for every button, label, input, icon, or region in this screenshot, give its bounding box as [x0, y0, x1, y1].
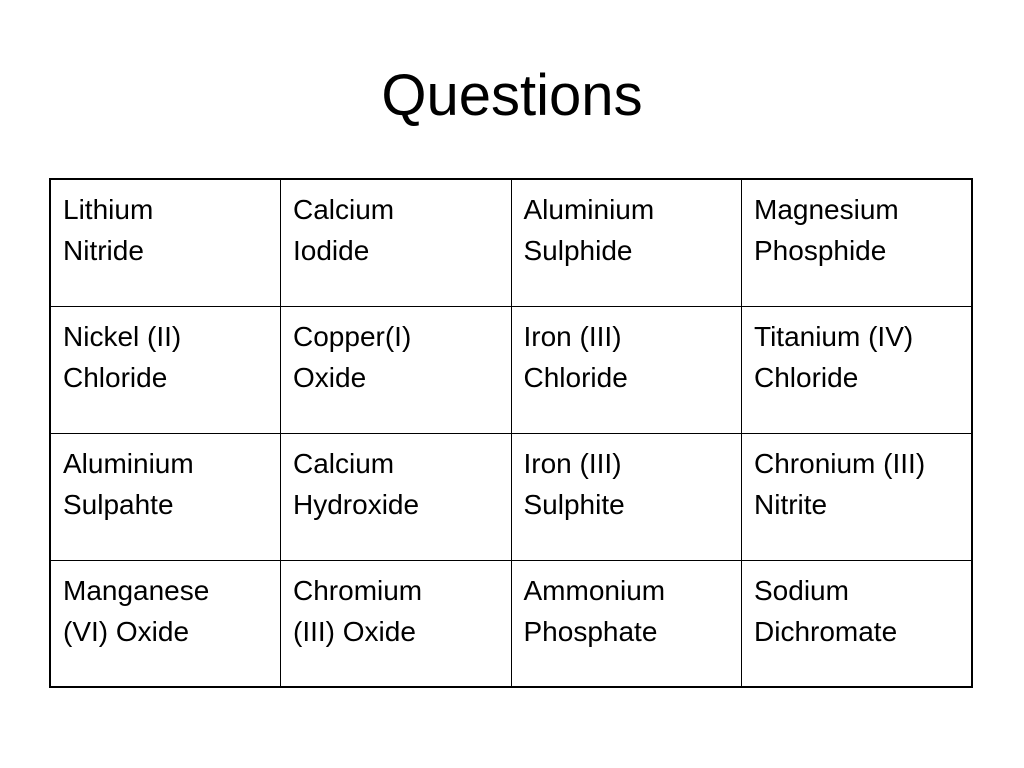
cell-line-1: Sodium [754, 574, 849, 606]
cell-line-2: Sulphide [523, 235, 633, 266]
cell-line-2: Nitrite [754, 488, 828, 520]
table-cell [742, 560, 973, 687]
table-row [50, 433, 972, 560]
cell-line-2: Chloride [63, 361, 168, 393]
table-row [50, 560, 972, 687]
cell-line-1: Magnesium [754, 194, 899, 225]
cell-line-1: Iron (III) [523, 320, 622, 352]
cell-line-2: Sulphite [523, 488, 625, 520]
cell-line-2: Hydroxide [293, 488, 420, 520]
cell-line-2: Oxide [293, 361, 367, 393]
table-cell [281, 560, 512, 687]
cell-line-2: Nitride [63, 235, 144, 266]
table-cell [742, 433, 973, 560]
cell-line-1: Lithium [63, 194, 154, 225]
cell-line-2: Iodide [293, 235, 370, 266]
table-cell [742, 179, 973, 306]
table-cell [50, 306, 281, 433]
cell-line-2: Sulpahte [63, 488, 174, 520]
cell-line-2: Phosphate [523, 615, 658, 647]
cell-line-1: Titanium (IV) [754, 320, 914, 352]
cell-line-2: Phosphide [754, 235, 887, 266]
table-row [50, 179, 972, 306]
cell-line-1: Aluminium [63, 447, 194, 479]
cell-line-1: Copper(I) [293, 320, 412, 352]
table-cell [281, 179, 512, 306]
cell-line-1: Chromium [293, 574, 423, 606]
cell-line-2: Chloride [754, 361, 859, 393]
cell-line-2: Chloride [523, 361, 628, 393]
table-cell [511, 179, 742, 306]
cell-line-1: Aluminium [523, 194, 655, 225]
cell-line-1: Calcium [293, 194, 395, 225]
table-cell [50, 560, 281, 687]
cell-line-1: Chronium (III) [754, 447, 926, 479]
table-cell [511, 433, 742, 560]
table-row [50, 306, 972, 433]
cell-line-2: (VI) Oxide [63, 615, 190, 647]
questions-table [49, 178, 973, 688]
cell-line-1: Calcium [293, 447, 395, 479]
table-cell [511, 306, 742, 433]
cell-line-2: (III) Oxide [293, 615, 416, 647]
questions-table-body [50, 179, 972, 687]
table-cell [281, 433, 512, 560]
table-cell [50, 179, 281, 306]
page-title: Questions [381, 63, 643, 128]
cell-line-1: Ammonium [523, 574, 666, 606]
table-cell [742, 306, 973, 433]
cell-line-1: Manganese [63, 574, 210, 606]
cell-line-1: Iron (III) [523, 447, 622, 479]
cell-line-2: Dichromate [754, 615, 898, 647]
table-cell [50, 433, 281, 560]
cell-line-1: Nickel (II) [63, 320, 182, 352]
table-cell [281, 306, 512, 433]
table-cell [511, 560, 742, 687]
